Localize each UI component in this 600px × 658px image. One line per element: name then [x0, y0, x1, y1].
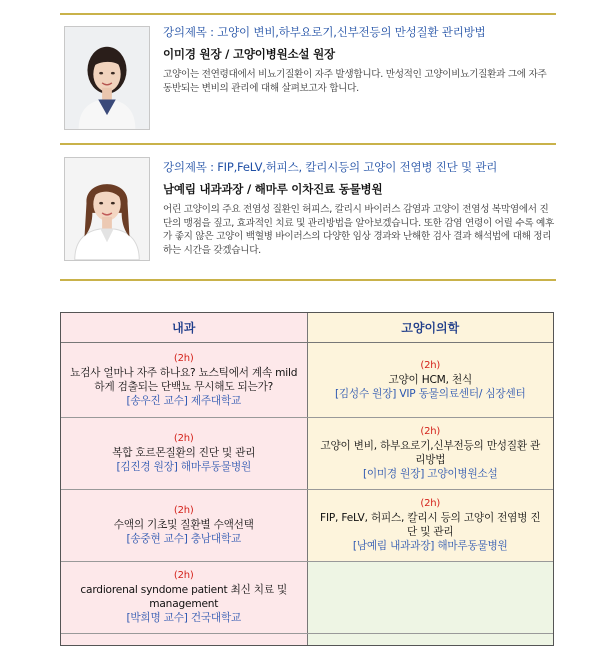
lecture-cell — [61, 342, 307, 417]
lecture-topic: 고양이 HCM, 천식 — [388, 373, 473, 386]
lecture-presenter: [송중현 교수] 충남대학교 — [126, 533, 242, 545]
lecture-topic: cardiorenal syndome patient 최신 치료 및 management — [80, 584, 288, 610]
lecture-presenter: [김진경 원장] 해마루동물병원 — [116, 461, 252, 473]
lecture-hours: (2h) — [173, 433, 194, 444]
speaker-info-2 — [163, 159, 556, 257]
empty-lecture-cell — [307, 561, 553, 633]
lecture-hours: (2h) — [420, 426, 441, 437]
course-label: 강의제목 : — [163, 160, 214, 174]
lecture-cell — [61, 561, 307, 633]
lecture-cell — [61, 489, 307, 561]
lecture-cell — [307, 342, 553, 417]
speaker-photo-1 — [64, 26, 150, 130]
top-divider — [60, 13, 556, 15]
table-row — [61, 489, 553, 561]
lecture-topic: 뇨검사 얼마나 자주 하나요? 뇨스틱에서 계속 mild하게 검출되는 단백뇨 무시해도 되는가? — [70, 366, 298, 393]
schedule-header-row — [61, 313, 553, 342]
lecture-presenter: [남예림 내과과장] 해마루동물병원 — [352, 540, 508, 552]
lecture-cell — [307, 489, 553, 561]
speaker-portrait-2-icon — [65, 158, 149, 260]
course-title: 고양이 변비,하부요로기,신부전등의 만성질환 관리방법 — [217, 25, 486, 39]
table-row — [61, 561, 553, 633]
lecture-presenter: [송우진 교수] 제주대학교 — [126, 394, 242, 407]
course-title: FIP,FeLV,허피스, 칼리시등의 고양이 전염병 진단 및 관리 — [217, 160, 498, 174]
lecture-hours: (2h) — [420, 498, 441, 509]
lecture-topic: FIP, FeLV, 허피스, 칼리시 등의 고양이 전염병 진단 및 관리 — [320, 512, 541, 538]
lecture-presenter: [이미경 원장] 고양이병원소설 — [362, 468, 498, 480]
speaker-info-1 — [163, 24, 556, 95]
lecture-hours: (2h) — [173, 352, 194, 364]
footer-cell — [307, 633, 553, 645]
lecture-cell — [61, 417, 307, 489]
speaker-name: 이미경 원장 / 고양이병원소설 원장 — [163, 47, 335, 61]
speaker-photo-2 — [64, 157, 150, 261]
footer-cell — [61, 633, 307, 645]
lecture-topic: 수액의 기초및 질환별 수액선택 — [113, 519, 254, 531]
lecture-hours: (2h) — [173, 570, 194, 581]
speaker-portrait-1-icon — [65, 27, 149, 129]
course-title-row-1 — [163, 24, 556, 40]
lecture-presenter: [박희명 교수] 건국대학교 — [126, 612, 242, 624]
lecture-hours: (2h) — [420, 359, 441, 371]
table-row — [61, 417, 553, 489]
schedule-table — [60, 312, 554, 646]
table-footer-row — [61, 633, 553, 645]
speaker-description: 고양이는 전연령대에서 비뇨기질환이 자주 발생합니다. 만성적인 고양이비뇨기질환과 그에 자주 동반되는 변비의 관리에 대해 살펴보고자 합니다. — [163, 69, 547, 94]
column-header-internal-medicine: 내과 — [61, 313, 307, 342]
lecture-cell — [307, 417, 553, 489]
middle-divider — [60, 143, 556, 145]
lower-divider — [60, 279, 556, 281]
lecture-topic: 복합 호르몬질환의 진단 및 관리 — [112, 447, 256, 459]
course-title-row-2 — [163, 159, 556, 175]
speaker-description: 어린 고양이의 주요 전염성 질환인 허피스, 칼리시 바이러스 감염과 고양이 전염성 복막염에서 진단의 맹점을 짚고, 효과적인 치료 및 관리방법을 알아보겠습니다. 또한 감염 연령이 어릴 수록 예후가 좋지 않은 고양이 백혈병 바이러스의 다양한 임상 경과와 난해한 검사 결과 해석법에 대해 정리하는 시간을 갖겠습니다. — [163, 204, 554, 256]
table-row — [61, 342, 553, 417]
lecture-presenter: [김성수 원장] VIP 동물의료센터/ 심장센터 — [334, 387, 526, 400]
course-label: 강의제목 : — [163, 25, 214, 39]
column-header-feline-medicine: 고양이의학 — [307, 313, 553, 342]
lecture-hours: (2h) — [173, 505, 194, 516]
lecture-topic: 고양이 변비, 하부요로기,신부전등의 만성질환 관리방법 — [320, 440, 541, 466]
speaker-name: 남예림 내과과장 / 해마루 이차진료 동물병원 — [163, 182, 383, 196]
